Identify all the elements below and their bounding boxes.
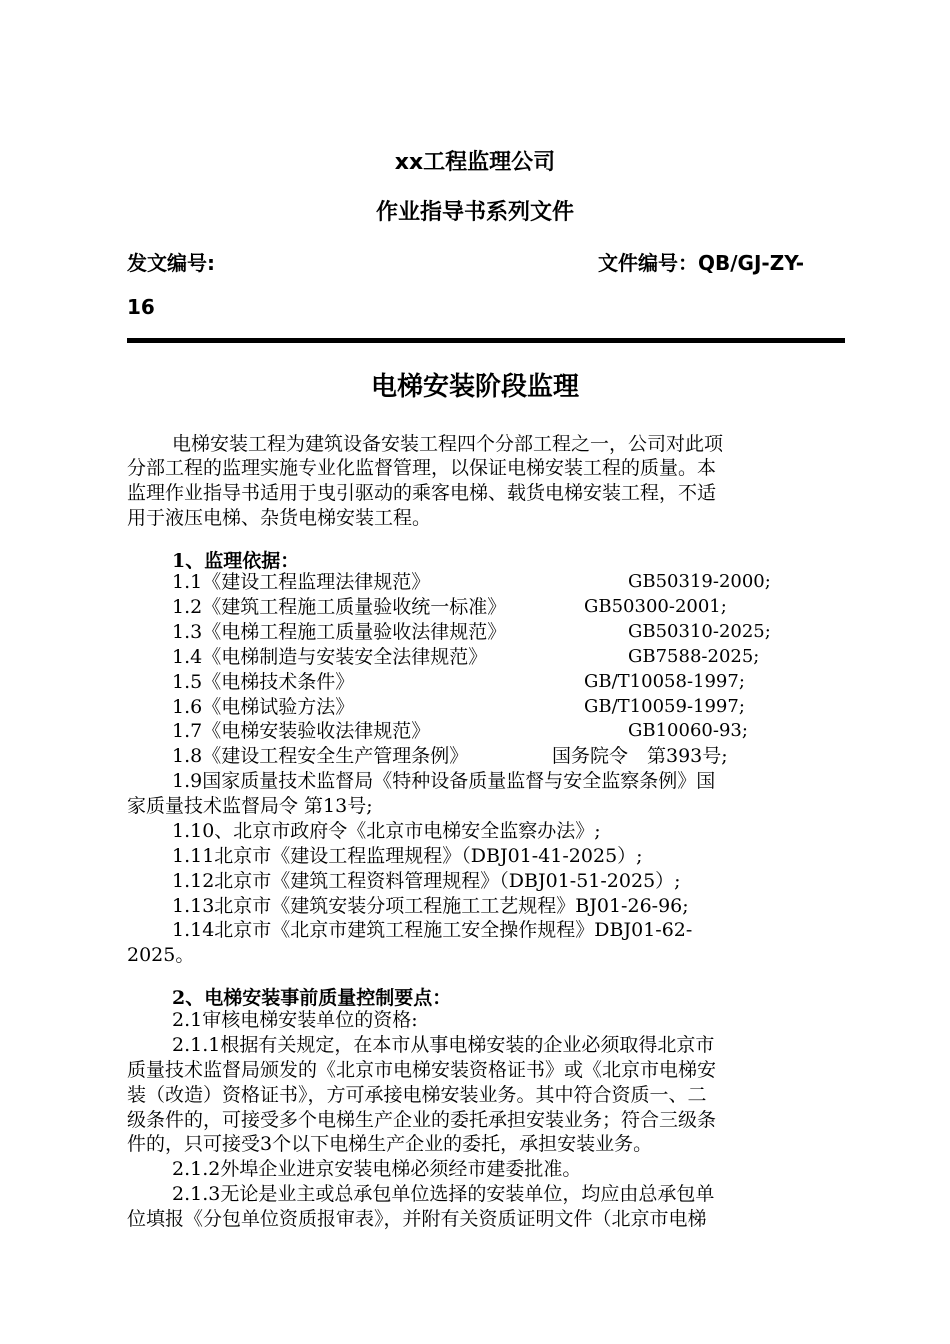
reference-item: 1.8《建设工程安全生产管理条例》 [172, 745, 469, 767]
file-number-label: 文件编号：QB/GJ-ZY- [598, 251, 805, 275]
series-title: 作业指导书系列文件 [375, 200, 574, 225]
section-heading: 1、监理依据： [172, 550, 300, 572]
paragraph-line: 装（改造）资格证书》，方可承接电梯安装业务。其中符合资质一、二 [127, 1084, 707, 1106]
reference-item-continuation: 家质量技术监督局令 第13号; [127, 795, 373, 817]
header-divider [127, 338, 845, 343]
reference-item: 1.4《电梯制造与安装安全法律规范》 [172, 646, 488, 668]
company-title: xx工程监理公司 [394, 150, 556, 175]
section-heading: 2、电梯安装事前质量控制要点： [172, 987, 452, 1009]
intro-line: 监理作业指导书适用于曳引驱动的乘客电梯、载货电梯安装工程，不适 [127, 482, 717, 504]
reference-code: GB/T10059-1997; [584, 696, 745, 717]
intro-line: 分部工程的监理实施专业化监督管理，以保证电梯安装工程的质量。本 [127, 457, 717, 479]
reference-item: 1.14北京市《北京市建筑工程施工安全操作规程》DBJ01-62- [172, 919, 693, 941]
reference-item: 1.6《电梯试验方法》 [172, 696, 355, 718]
intro-line: 电梯安装工程为建筑设备安装工程四个分部工程之一，公司对此项 [172, 433, 724, 455]
reference-code: GB50319-2000; [628, 571, 771, 592]
reference-item: 1.10、北京市政府令《北京市电梯安全监察办法》; [172, 820, 601, 842]
document-title: 电梯安装阶段监理 [370, 372, 579, 402]
reference-code: GB50310-2025; [628, 621, 771, 642]
reference-item: 1.9国家质量技术监督局《特种设备质量监督与安全监察条例》国 [172, 770, 716, 792]
intro-line: 用于液压电梯、杂货电梯安装工程。 [127, 507, 432, 529]
file-number-continuation: 16 [127, 295, 155, 319]
reference-code: GB/T10058-1997; [584, 671, 745, 692]
reference-item: 1.5《电梯技术条件》 [172, 671, 355, 693]
reference-code: GB50300-2001; [584, 596, 727, 617]
issue-number-label: 发文编号: [127, 251, 215, 275]
paragraph-line: 2.1.2外埠企业进京安装电梯必须经市建委批准。 [172, 1158, 582, 1180]
paragraph-line: 位填报《分包单位资质报审表》，并附有关资质证明文件（北京市电梯 [127, 1208, 707, 1230]
reference-code: 国务院令 第393号; [552, 745, 728, 767]
paragraph-line: 质量技术监督局颁发的《北京市电梯安装资格证书》或《北京市电梯安 [127, 1059, 717, 1081]
paragraph-line: 件的，只可接受3个以下电梯生产企业的委托，承担安装业务。 [127, 1133, 653, 1155]
reference-code: GB7588-2025; [628, 646, 760, 667]
reference-item: 1.7《电梯安装验收法律规范》 [172, 720, 431, 742]
reference-item: 1.2《建筑工程施工质量验收统一标准》 [172, 596, 507, 618]
reference-item: 1.3《电梯工程施工质量验收法律规范》 [172, 621, 507, 643]
reference-item: 1.1《建设工程监理法律规范》 [172, 571, 431, 593]
reference-code: GB10060-93; [628, 720, 748, 741]
paragraph-line: 级条件的，可接受多个电梯生产企业的委托承担安装业务；符合三级条 [127, 1109, 717, 1131]
reference-item: 1.12北京市《建筑工程资料管理规程》（DBJ01-51-2025）; [172, 870, 681, 892]
reference-item-continuation: 2025。 [127, 944, 195, 966]
paragraph-line: 2.1.3无论是业主或总承包单位选择的安装单位，均应由总承包单 [172, 1183, 715, 1205]
reference-item: 1.11北京市《建设工程监理规程》（DBJ01-41-2025）; [172, 845, 643, 867]
reference-item: 1.13北京市《建筑安装分项工程施工工艺规程》BJ01-26-96; [172, 895, 689, 917]
paragraph-line: 2.1.1根据有关规定，在本市从事电梯安装的企业必须取得北京市 [172, 1034, 715, 1056]
subsection-heading: 2.1审核电梯安装单位的资格: [172, 1009, 418, 1031]
